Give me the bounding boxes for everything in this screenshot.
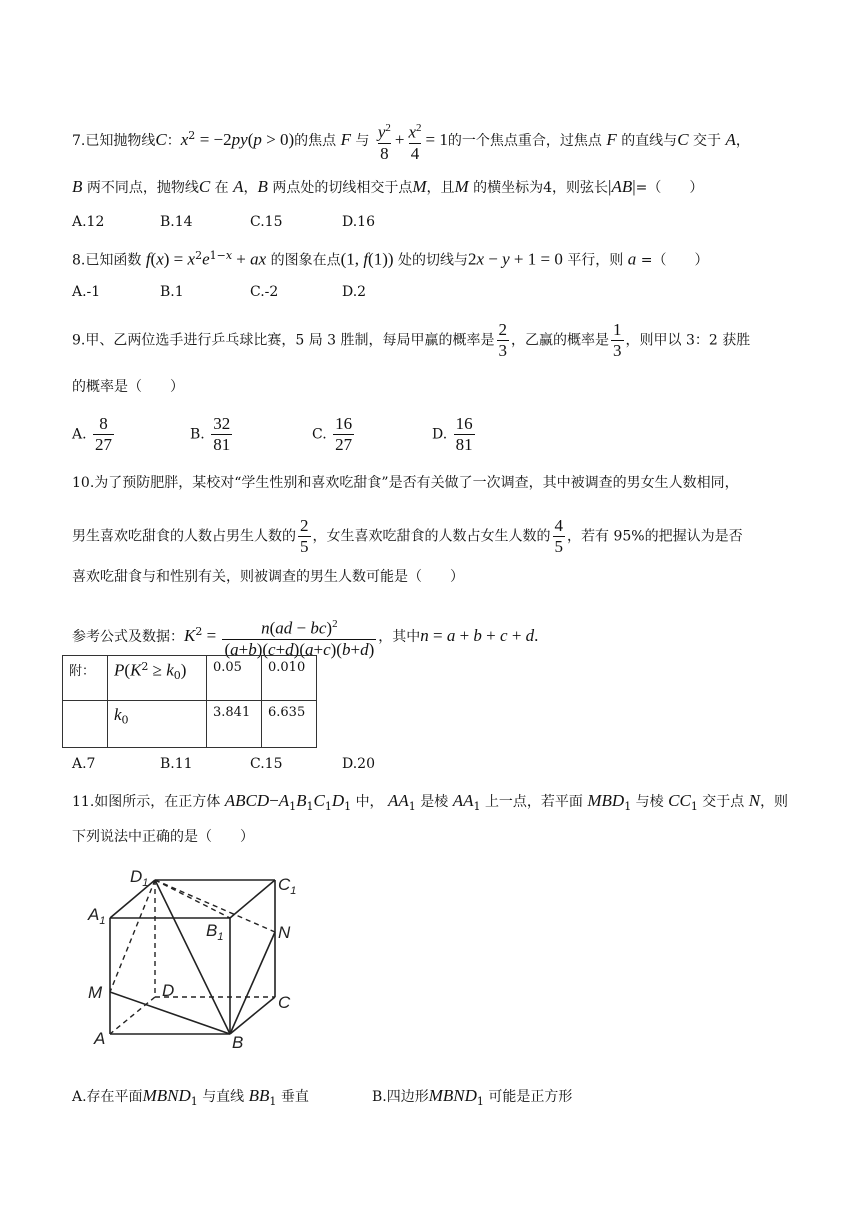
table-cell: 6.635 [262,701,317,748]
svg-text:D1: $D_1$ [130,867,149,889]
q8-option-d: D.2 [342,284,367,300]
q9-option-a: A. $\frac{8}{27}$ [72,414,113,454]
table-cell: 0.010 [262,656,317,701]
cube-figure [80,862,320,1062]
svg-text:A1: $A_1$ [88,905,106,927]
q8-option-c: C.-2 [250,284,279,300]
q11-line2: 下列说法中正确的是（ ） [72,829,254,845]
q10-line3: 喜欢吃甜食与和性别有关，则被调查的男生人数可能是（ ） [72,569,464,585]
table-cell: 3.841 [207,701,262,748]
table-cell: 0.05 [207,656,262,701]
svg-text:C1: $C_1$ [278,875,297,897]
q10-option-d: D.20 [342,756,375,772]
q8-line: 8.已知函数 $f(x) = x^2e^{1-x}$ + ax 的图象在点(1, f(1)) 处的切线与2x − y + 1 = 0 平行，则 a =（ ） [72,249,709,269]
q10-line2: 男生喜欢吃甜食的人数占男生人数的 $\frac{2}{5}$ ，女生喜欢吃甜食的人数占女生人数的 $\frac{4}{5}$ ，若有 95%的把握认为是否 [72,516,743,556]
svg-text:N: N [278,923,291,942]
q8-option-b: B.1 [160,284,184,300]
q7-option-d: D.16 [342,214,375,230]
q10-option-a: A.7 [72,756,96,772]
q11-option-a: A.存在平面$MBND_1$ 与直线 $BB_1$ 垂直 [72,1086,309,1108]
svg-text:B: B [232,1033,244,1052]
svg-text:C: C [278,993,291,1012]
q10-line1: 10.为了预防肥胖，某校对“学生性别和喜欢吃甜食”是否有关做了一次调查，其中被调查的男女生人数相同， [72,475,739,491]
svg-text:D: D [162,981,175,1000]
q7-option-b: B.14 [160,214,193,230]
q7-option-c: C.15 [250,214,283,230]
table-attach-label: 附： [63,656,108,701]
q9-option-c: C. $\frac{16}{27}$ [312,414,353,454]
q11-line1: 11.如图所示，在正方体 $ABCD-A_1B_1C_1D_1$ 中， $AA_1$ 是棱 $AA_1$ 上一点，若平面 $MBD_1$ 与棱 $CC_1$ 交于点 N，则 [72,791,789,813]
q8-option-a: A.-1 [72,284,101,300]
q10-option-c: C.15 [250,756,283,772]
q9-line1: 9.甲、乙两位选手进行乒乓球比赛，5 局 3 胜制，每局甲赢的概率是 $\frac{2}{3}$ ，乙赢的概率是 $\frac{1}{3}$ ，则甲以 3：2 获胜 [72,320,751,360]
q7-frac-x: $\frac{x^2}{4}$ [408,122,422,163]
k2-formula-fraction: $\frac{n(ad - bc)^2}{(a+b)(c+d)(a+c)(b+d)}$ [224,618,375,659]
svg-text:B1: $B_1$ [206,921,224,943]
q10-formula: 参考公式及数据：$K^2$ = $\frac{n(ad - bc)^2}{(a+b)(c+d)(a+c)(b+d)}$ ，其中n = a + b + c + d. [72,614,538,660]
q9-option-b: B. $\frac{32}{81}$ [190,414,231,454]
q10-option-b: B.11 [160,756,193,772]
svg-text:M: M [88,983,103,1002]
q7-option-a: A.12 [72,214,105,230]
reference-table: 附： $P(K^2 \ge k_0)$ 0.05 0.010 $k_0$ 3.841 6.635 [62,655,317,748]
q7-line1: 7.已知抛物线C：$x^2 = -2py(p > 0)$的焦点 F 与 $\frac{y^2}{8}$ + $\frac{x^2}{4}$ = 1的一个焦点重合，过焦点 F 的直线与C 交于 A， [72,118,750,164]
q9-line2: 的概率是（ ） [72,379,184,395]
q11-option-b: B.四边形$MBND_1$ 可能是正方形 [372,1086,573,1108]
svg-text:A: A [94,1029,106,1048]
q7-line2: B 两不同点，抛物线C 在 A，B 两点处的切线相交于点M，且M 的横坐标为4，则弦长|AB|=（ ） [72,177,704,196]
q9-option-d: D. $\frac{16}{81}$ [432,414,473,454]
q7-frac-y: $\frac{y^2}{8}$ [377,122,391,163]
